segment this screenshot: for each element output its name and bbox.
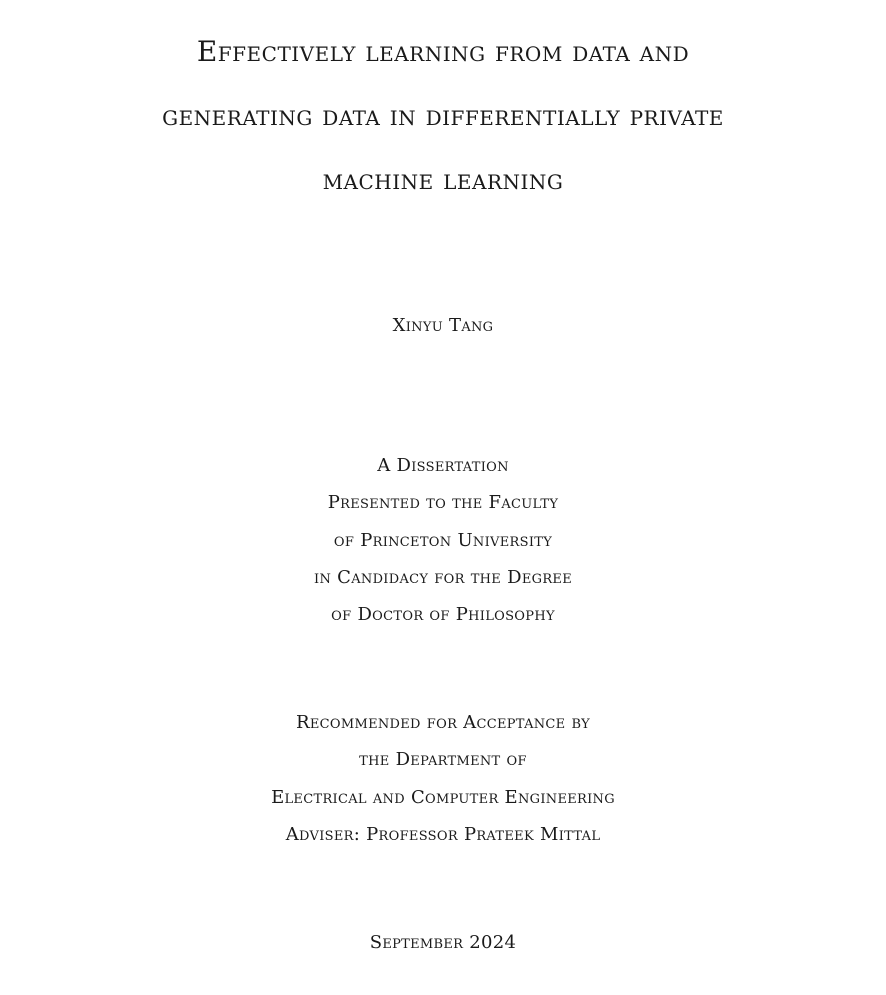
recommendation-line: Electrical and Computer Engineering: [271, 787, 615, 808]
recommendation-line: Recommended for Acceptance by: [296, 712, 590, 733]
submission-date: September 2024: [369, 932, 517, 953]
title-line-3: machine learning: [322, 163, 564, 196]
dissertation-line: in Candidacy for the Degree: [314, 567, 572, 588]
author-name: Xinyu Tang: [392, 315, 494, 336]
title-line-1: Effectively learning from data and: [196, 35, 690, 68]
dissertation-line: A Dissertation: [377, 455, 509, 476]
recommendation-line: the Department of: [359, 749, 527, 770]
title-line-2: generating data in differentially private: [162, 99, 724, 132]
dissertation-line: of Doctor of Philosophy: [331, 604, 555, 625]
adviser-line: Adviser: Professor Prateek Mittal: [285, 824, 601, 845]
dissertation-line: of Princeton University: [333, 530, 553, 551]
dissertation-line: Presented to the Faculty: [327, 492, 559, 513]
